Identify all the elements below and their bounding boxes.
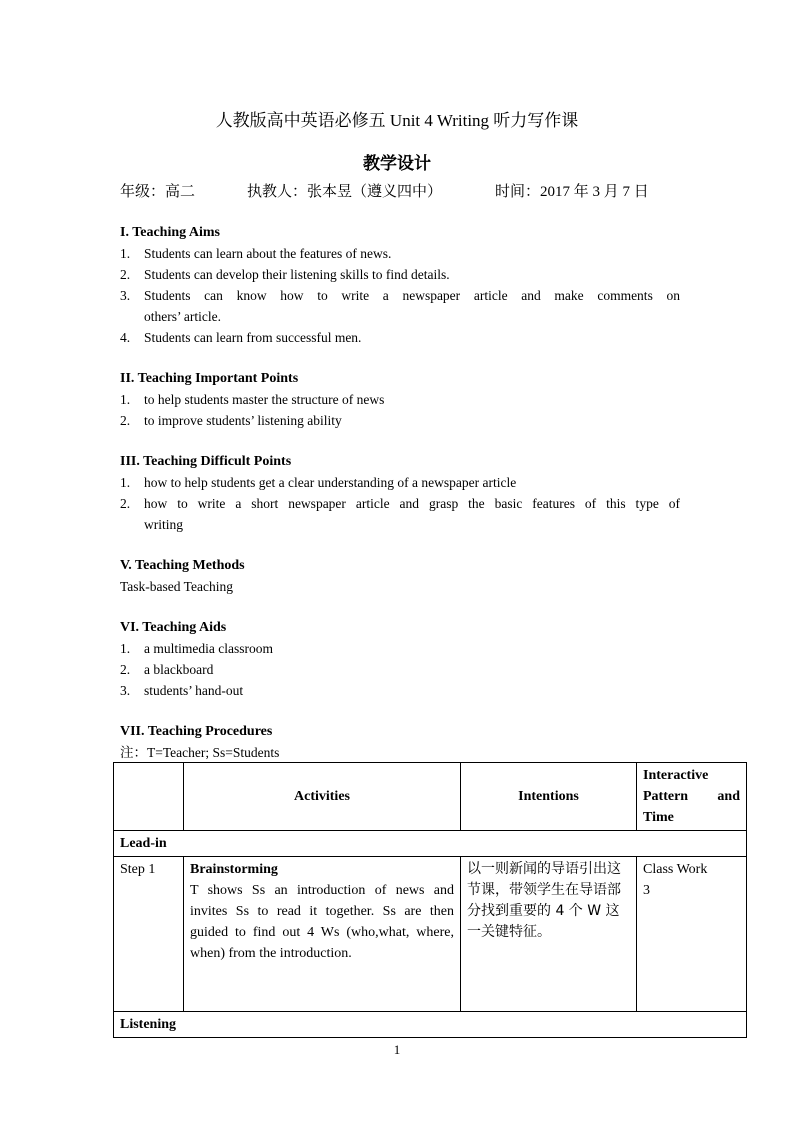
difficult-points-heading: III. Teaching Difficult Points xyxy=(120,454,292,469)
grade-info: 年级：高二 xyxy=(120,184,196,200)
list-item: 4. Students can learn from successful men. xyxy=(120,330,362,345)
teaching-aids-section xyxy=(120,617,680,701)
difficult-points-section xyxy=(120,451,680,535)
list-item: 2. how to write a short newspaper article and grasp the basic features of this type of xyxy=(120,496,680,511)
step1-label: Step 1 xyxy=(114,857,184,1012)
stage-listening: Listening xyxy=(114,1012,747,1038)
list-item: 1. to help students master the structure of news xyxy=(120,392,385,407)
step1-pattern: Class Work xyxy=(643,862,708,877)
step1-title: Brainstorming xyxy=(190,862,278,877)
header-step-cell xyxy=(114,763,184,831)
stage-leadin: Lead-in xyxy=(114,831,747,857)
list-item: 3. Students can know how to write a newspaper article and make comments on xyxy=(120,288,680,303)
list-item: 3. students’ hand-out xyxy=(120,683,244,698)
page-number: 1 xyxy=(393,1042,401,1057)
step1-pattern-cell xyxy=(637,857,747,1012)
teaching-aims-heading: I. Teaching Aims xyxy=(120,225,220,240)
header-intentions: Intentions xyxy=(461,763,637,831)
list-item: 1. a multimedia classroom xyxy=(120,641,273,656)
list-item-continuation: others’ article. xyxy=(144,309,221,324)
procedures-note: 注：T=Teacher; Ss=Students xyxy=(120,745,280,760)
table-row xyxy=(114,1012,747,1038)
teacher-info: 执教人：张本昱（遵义四中） xyxy=(247,184,443,200)
teaching-procedures-heading: VII. Teaching Procedures xyxy=(120,724,273,739)
header-activities: Activities xyxy=(184,763,461,831)
teaching-aids-heading: VI. Teaching Aids xyxy=(120,620,227,635)
step1-intention: 以一则新闻的导语引出这节课，带领学生在导语部分找到重要的 4 个 W 这一关键特征。 xyxy=(467,861,621,940)
header-interactive: Interactive Pattern and Time xyxy=(637,763,747,831)
teaching-methods-section xyxy=(120,555,680,597)
document-subtitle: 教学设计 xyxy=(363,154,431,173)
step1-activity xyxy=(184,857,461,1012)
step1-intention-cell xyxy=(461,857,637,1012)
table-row xyxy=(114,831,747,857)
teaching-methods-text: Task-based Teaching xyxy=(120,579,233,594)
time-info: 时间：2017 年 3 月 7 日 xyxy=(495,184,649,200)
teaching-aims-section xyxy=(120,222,680,348)
teaching-procedures-section xyxy=(120,721,680,763)
document-title: 人教版高中英语必修五 Unit 4 Writing 听力写作课 xyxy=(215,111,579,130)
procedures-table xyxy=(113,762,747,1038)
list-item: 1. Students can learn about the features of news. xyxy=(120,246,392,261)
teaching-methods-heading: V. Teaching Methods xyxy=(120,558,245,573)
step1-text: T shows Ss an introduction of news and invites Ss to read it together. Ss are then guided to find out 4 Ws (who,what, where, when) from the introduction. xyxy=(190,883,454,961)
list-item: 2. Students can develop their listening skills to find details. xyxy=(120,267,450,282)
list-item: 2. a blackboard xyxy=(120,662,214,677)
list-item-continuation: writing xyxy=(144,517,183,532)
important-points-section xyxy=(120,368,680,431)
important-points-heading: II. Teaching Important Points xyxy=(120,371,299,386)
list-item: 1. how to help students get a clear understanding of a newspaper article xyxy=(120,475,517,490)
list-item: 2. to improve students’ listening ability xyxy=(120,413,342,428)
table-header-row xyxy=(114,763,747,831)
table-row xyxy=(114,857,747,1012)
step1-time: 3 xyxy=(643,883,650,898)
